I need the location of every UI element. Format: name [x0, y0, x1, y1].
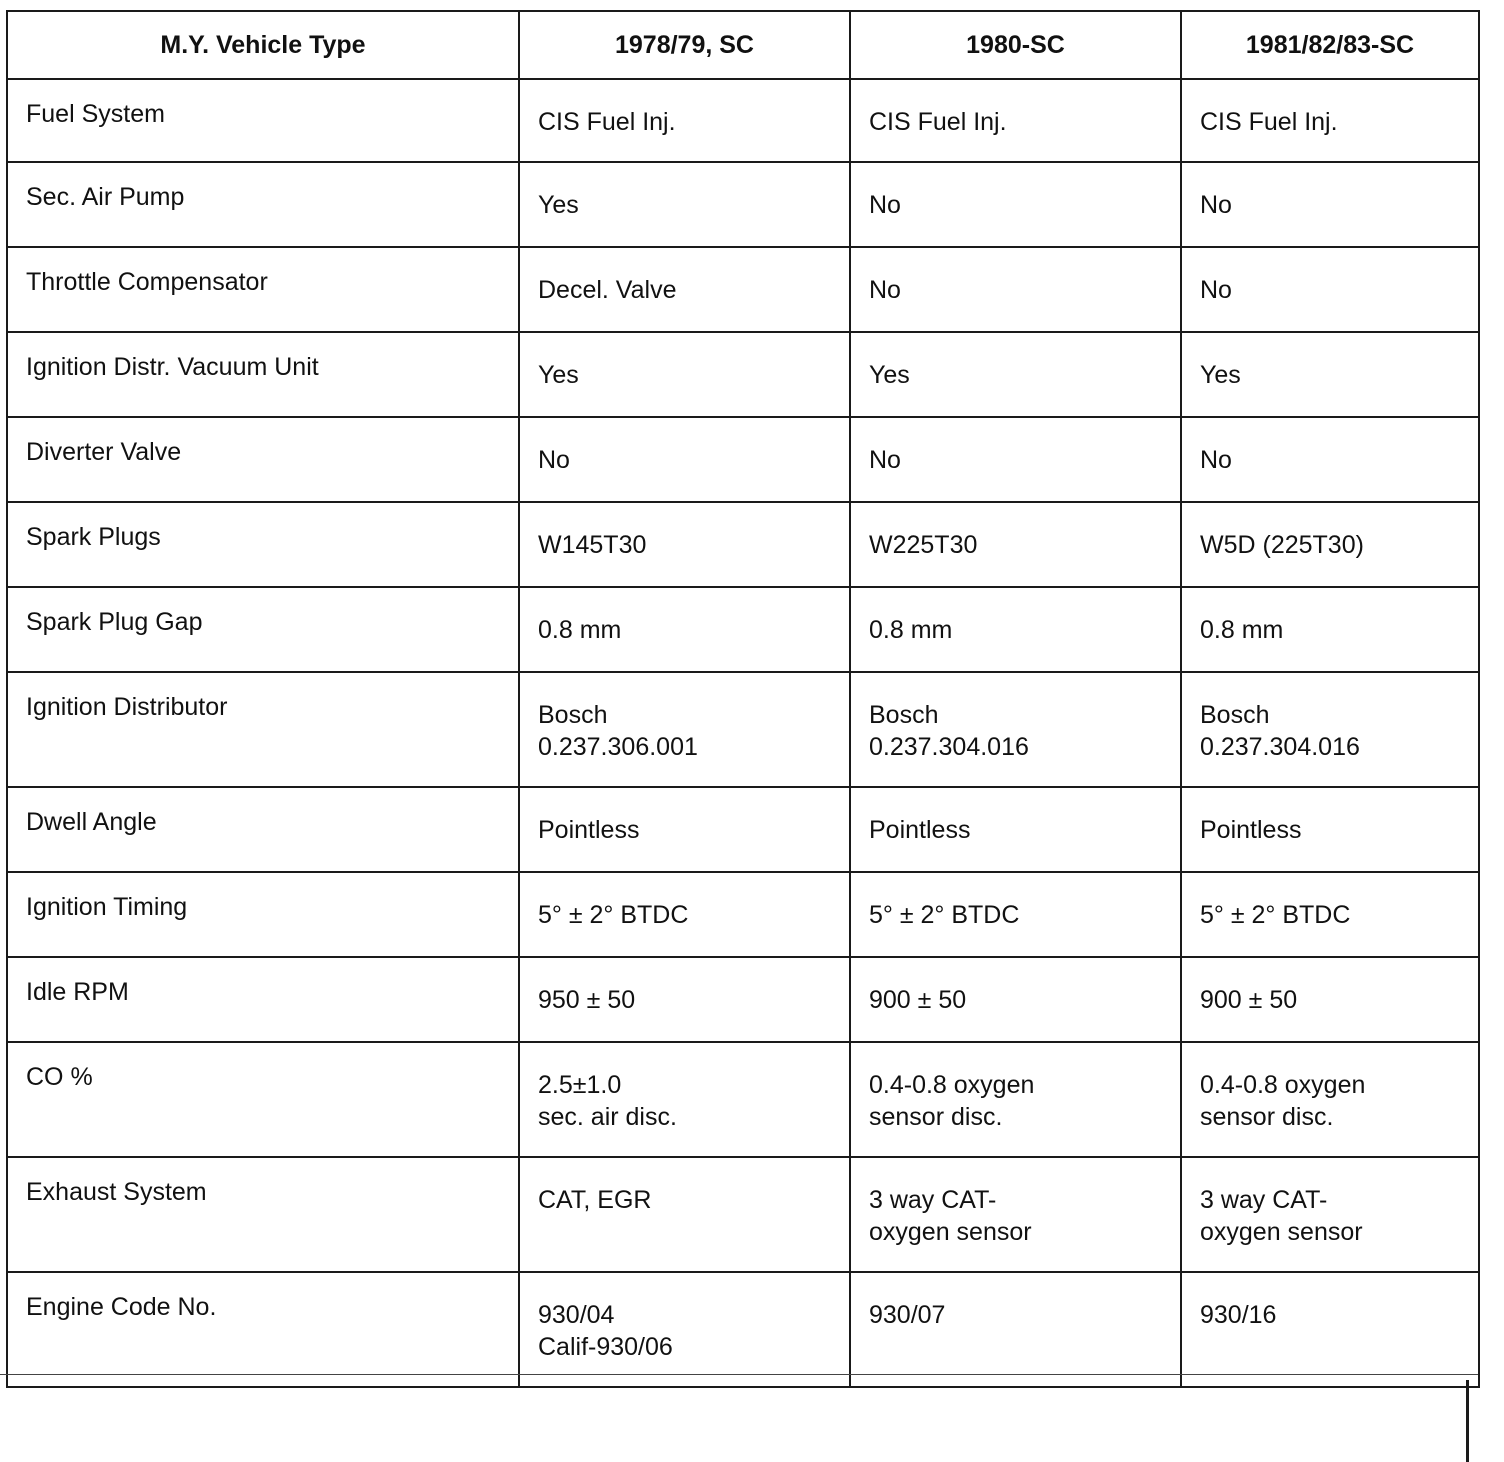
value-cell — [1181, 332, 1479, 417]
value-line: No — [869, 191, 901, 219]
value-text — [520, 1043, 849, 1133]
value-line: 5° ± 2° BTDC — [1200, 901, 1351, 929]
value-cell — [519, 872, 850, 957]
value-text — [1182, 333, 1478, 391]
table-row — [7, 587, 1479, 672]
row-label-cell — [7, 79, 519, 162]
value-text — [520, 1158, 849, 1216]
value-cell — [1181, 957, 1479, 1042]
value-cell — [850, 162, 1181, 247]
table-row — [7, 417, 1479, 502]
table-row — [7, 332, 1479, 417]
header-1980-sc: 1980-SC — [850, 11, 1181, 79]
value-cell — [1181, 162, 1479, 247]
value-cell — [850, 247, 1181, 332]
value-text — [1182, 1043, 1478, 1133]
row-label-cell — [7, 1157, 519, 1272]
spec-table-body — [7, 79, 1479, 1387]
value-cell — [1181, 872, 1479, 957]
value-text — [520, 333, 849, 391]
value-line: CIS Fuel Inj. — [869, 108, 1007, 136]
value-line: 5° ± 2° BTDC — [538, 901, 689, 929]
value-line: 3 way CAT- — [1200, 1186, 1328, 1214]
value-text — [851, 873, 1180, 931]
row-label: Ignition Distr. Vacuum Unit — [26, 353, 319, 381]
value-cell — [1181, 787, 1479, 872]
value-line: sensor disc. — [1200, 1103, 1334, 1131]
value-text — [851, 673, 1180, 763]
table-row — [7, 162, 1479, 247]
value-cell — [850, 672, 1181, 787]
value-text — [520, 958, 849, 1016]
value-cell — [850, 417, 1181, 502]
row-label: Diverter Valve — [26, 438, 182, 466]
value-text — [1182, 503, 1478, 561]
value-cell — [1181, 247, 1479, 332]
value-line: Yes — [869, 361, 910, 389]
row-label: Dwell Angle — [26, 808, 157, 836]
row-label-cell — [7, 957, 519, 1042]
value-text — [851, 588, 1180, 646]
row-label: Throttle Compensator — [26, 268, 268, 296]
row-label-cell — [7, 162, 519, 247]
value-cell — [1181, 587, 1479, 672]
value-text — [520, 80, 849, 138]
value-cell — [1181, 1042, 1479, 1157]
value-cell — [519, 247, 850, 332]
table-row — [7, 1272, 1479, 1387]
value-line: No — [1200, 446, 1232, 474]
value-line: W145T30 — [538, 531, 647, 559]
value-line: oxygen sensor — [1200, 1218, 1363, 1246]
value-cell — [1181, 502, 1479, 587]
value-line: Bosch — [869, 701, 939, 729]
value-cell — [850, 957, 1181, 1042]
value-text — [851, 1273, 1180, 1331]
row-label: Engine Code No. — [26, 1293, 217, 1321]
value-line: Bosch — [1200, 701, 1270, 729]
value-text — [851, 503, 1180, 561]
value-line: Yes — [538, 191, 579, 219]
value-line: 930/04 — [538, 1301, 615, 1329]
value-line: 0.4-0.8 oxygen — [1200, 1071, 1366, 1099]
value-line: Decel. Valve — [538, 276, 677, 304]
row-label: Exhaust System — [26, 1178, 207, 1206]
value-line: Yes — [1200, 361, 1241, 389]
table-row — [7, 1042, 1479, 1157]
table-row — [7, 247, 1479, 332]
value-line: 0.237.304.016 — [1200, 733, 1360, 761]
header-row — [7, 11, 1479, 79]
row-label-cell — [7, 1272, 519, 1387]
row-label: Ignition Distributor — [26, 693, 228, 721]
value-text — [851, 248, 1180, 306]
value-line: Pointless — [1200, 816, 1302, 844]
value-line: 5° ± 2° BTDC — [869, 901, 1020, 929]
value-line: No — [1200, 191, 1232, 219]
value-cell — [519, 79, 850, 162]
header-1978-79-sc: 1978/79, SC — [519, 11, 850, 79]
value-text — [520, 248, 849, 306]
value-line: 900 ± 50 — [1200, 986, 1298, 1014]
value-cell — [1181, 79, 1479, 162]
value-line: 0.8 mm — [869, 616, 953, 644]
row-label: Fuel System — [26, 100, 165, 128]
value-text — [520, 163, 849, 221]
value-cell — [1181, 672, 1479, 787]
value-line: Pointless — [869, 816, 971, 844]
value-text — [1182, 163, 1478, 221]
header-1981-82-83-sc: 1981/82/83-SC — [1181, 11, 1479, 79]
value-line: No — [1200, 276, 1232, 304]
value-text — [1182, 673, 1478, 763]
value-line: 2.5±1.0 — [538, 1071, 622, 1099]
value-cell — [850, 787, 1181, 872]
value-line: CAT, EGR — [538, 1186, 652, 1214]
row-label: Ignition Timing — [26, 893, 188, 921]
value-line: 950 ± 50 — [538, 986, 636, 1014]
value-line: 0.237.306.001 — [538, 733, 698, 761]
row-label: Idle RPM — [26, 978, 129, 1006]
value-line: W225T30 — [869, 531, 978, 559]
value-line: 3 way CAT- — [869, 1186, 997, 1214]
row-label-cell — [7, 872, 519, 957]
row-label-cell — [7, 587, 519, 672]
value-cell — [519, 672, 850, 787]
value-text — [851, 418, 1180, 476]
value-line: oxygen sensor — [869, 1218, 1032, 1246]
value-cell — [850, 587, 1181, 672]
value-text — [1182, 1158, 1478, 1248]
value-cell — [850, 872, 1181, 957]
value-text — [1182, 418, 1478, 476]
value-cell — [1181, 417, 1479, 502]
value-text — [851, 80, 1180, 138]
value-line: CIS Fuel Inj. — [1200, 108, 1338, 136]
row-label: CO % — [26, 1063, 93, 1091]
value-text — [520, 673, 849, 763]
value-cell — [850, 1157, 1181, 1272]
value-text — [520, 873, 849, 931]
value-text — [520, 788, 849, 846]
value-text — [851, 333, 1180, 391]
value-line: 930/07 — [869, 1301, 946, 1329]
value-line: W5D (225T30) — [1200, 531, 1364, 559]
value-line: 930/16 — [1200, 1301, 1277, 1329]
value-text — [851, 958, 1180, 1016]
table-row — [7, 672, 1479, 787]
value-cell — [519, 1157, 850, 1272]
value-text — [1182, 788, 1478, 846]
value-line: Pointless — [538, 816, 640, 844]
value-cell — [519, 1272, 850, 1387]
value-text — [520, 1273, 849, 1363]
table-row — [7, 957, 1479, 1042]
value-text — [1182, 80, 1478, 138]
value-cell — [1181, 1157, 1479, 1272]
value-text — [851, 788, 1180, 846]
value-cell — [519, 417, 850, 502]
value-line: sensor disc. — [869, 1103, 1003, 1131]
value-line: 0.4-0.8 oxygen — [869, 1071, 1035, 1099]
value-line: 0.8 mm — [1200, 616, 1284, 644]
value-cell — [519, 332, 850, 417]
value-text — [520, 588, 849, 646]
value-line: Bosch — [538, 701, 608, 729]
vehicle-spec-table — [6, 10, 1480, 1388]
value-cell — [850, 332, 1181, 417]
value-text — [1182, 588, 1478, 646]
right-edge-line — [1466, 1380, 1469, 1462]
table-row — [7, 872, 1479, 957]
table-row — [7, 502, 1479, 587]
header-vehicle-type: M.Y. Vehicle Type — [7, 11, 519, 79]
value-line: 0.237.304.016 — [869, 733, 1029, 761]
value-line: Calif-930/06 — [538, 1333, 673, 1361]
table-row — [7, 1157, 1479, 1272]
value-cell — [850, 1272, 1181, 1387]
value-text — [520, 503, 849, 561]
value-text — [520, 418, 849, 476]
table-row — [7, 787, 1479, 872]
value-line: Yes — [538, 361, 579, 389]
table-row — [7, 79, 1479, 162]
value-text — [1182, 248, 1478, 306]
row-label: Sec. Air Pump — [26, 183, 185, 211]
value-text — [1182, 958, 1478, 1016]
value-cell — [519, 1042, 850, 1157]
value-cell — [850, 502, 1181, 587]
value-cell — [519, 957, 850, 1042]
value-cell — [519, 502, 850, 587]
value-line: 0.8 mm — [538, 616, 622, 644]
value-text — [851, 1158, 1180, 1248]
row-label-cell — [7, 1042, 519, 1157]
value-line: No — [538, 446, 570, 474]
bottom-rule — [0, 1374, 1478, 1375]
value-text — [851, 163, 1180, 221]
value-line: CIS Fuel Inj. — [538, 108, 676, 136]
row-label: Spark Plugs — [26, 523, 161, 551]
value-cell — [1181, 1272, 1479, 1387]
value-line: sec. air disc. — [538, 1103, 677, 1131]
value-cell — [519, 587, 850, 672]
value-text — [1182, 873, 1478, 931]
value-cell — [850, 1042, 1181, 1157]
value-text — [851, 1043, 1180, 1133]
value-line: No — [869, 446, 901, 474]
row-label-cell — [7, 247, 519, 332]
row-label-cell — [7, 502, 519, 587]
value-line: 900 ± 50 — [869, 986, 967, 1014]
row-label-cell — [7, 417, 519, 502]
value-line: No — [869, 276, 901, 304]
row-label-cell — [7, 332, 519, 417]
value-cell — [519, 787, 850, 872]
row-label-cell — [7, 672, 519, 787]
row-label: Spark Plug Gap — [26, 608, 203, 636]
row-label-cell — [7, 787, 519, 872]
value-cell — [519, 162, 850, 247]
value-cell — [850, 79, 1181, 162]
value-text — [1182, 1273, 1478, 1331]
